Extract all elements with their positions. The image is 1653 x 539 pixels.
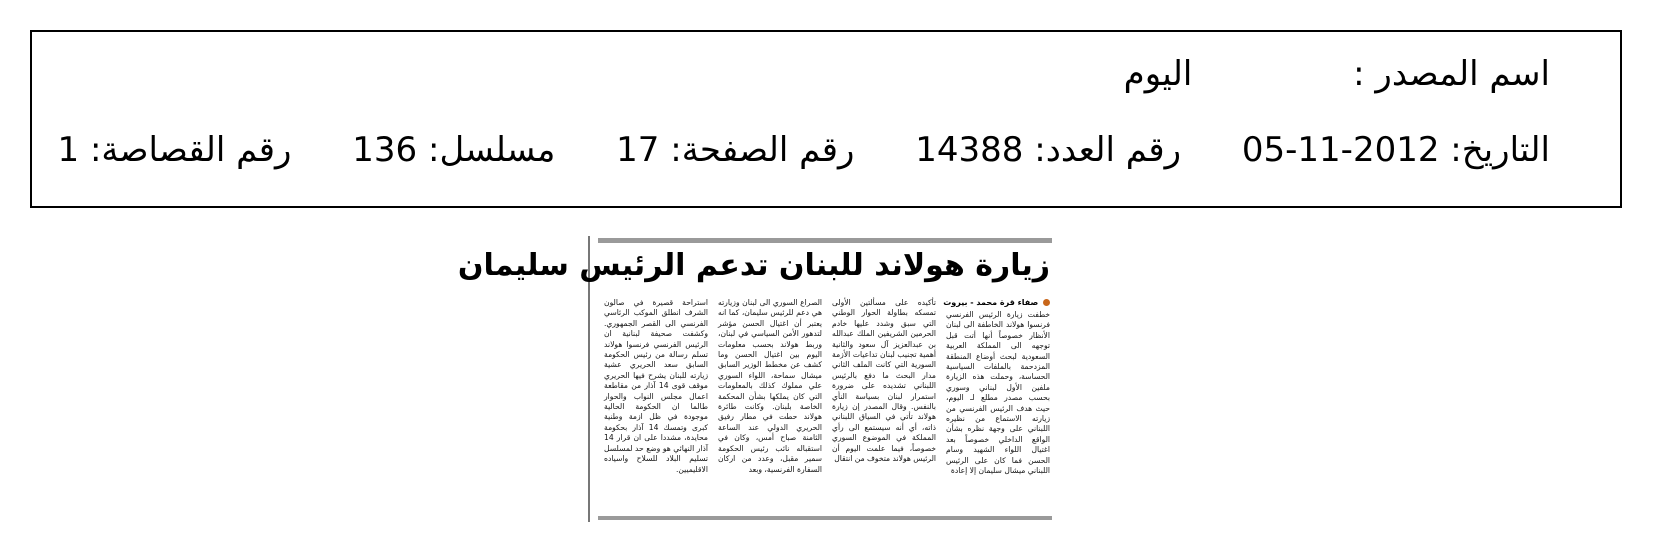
article-column-text: استراحة قصيرة في صالون الشرف انطلق الموكب الرئاسي الفرنسي الى القصر الجمهوري. وكشفت صحيفة لبنانية ان الرئيس الفرنسي فرنسوا هولاند تسلم رسالة من رئيس الحكومة السابق سعد الحريري عشية زيارته للبنان يشرح فيها الحريري موقف قوى 14 آذار من مقاطعة اعمال مجلس النواب والحوار طالما ان الحكومة الحالية موجودة في ظل ازمة وطنية كبرى وتمسك 14 آذار بحكومة محايدة، مشددا على ان قرار 14 آذار النهائي هو وضع حد لمسلسل تسليم البلاد للسلاح واسياده الاقليميين. — [604, 298, 708, 474]
source-value: اليوم — [1123, 54, 1193, 94]
issue-field — [915, 130, 1181, 170]
clipping-number-label: رقم القصاصة: — [89, 130, 292, 170]
article-column-text: الصراع السوري الى لبنان وزيارته هي دعم للرئيس سليمان، كما انه يعتبر أن اغتيال الحسن مؤشر لتدهور الأمن السياسي في لبنان، وربط هولاند بحسب معلومات اليوم بين اغتيال الحسن وما كشف عن مخطط الوزير السابق ميشال سماحة، اللواء السوري علي مملوك كذلك بالمعلومات التي كان يملكها بشأن المحكمة الخاصة بلبنان. وكانت طائرة هولاند حطت في مطار رفيق الحريري الدولي عند الساعة الثامنة صباح أمس، وكان في استقباله نائب رئيس الحكومة سمير مقبل، وعدد من اركان السفارة الفرنسية، وبعد — [718, 298, 822, 474]
article-column-3 — [718, 298, 822, 506]
source-label: اسم المصدر : — [1353, 54, 1550, 94]
article-headline: زيارة هولاند للبنان تدعم الرئيس سليمان — [457, 248, 1050, 283]
date-field — [1242, 130, 1550, 170]
clipping-bottom-rule — [598, 516, 1052, 520]
byline-text: صفاء قرة محمد - بيروت — [943, 298, 1039, 307]
page-value: 17 — [616, 130, 660, 170]
article-byline — [943, 298, 1050, 307]
serial-field — [352, 130, 555, 170]
clipping-number-field — [58, 130, 292, 170]
article-column-1 — [946, 310, 1050, 506]
page-label: رقم الصفحة: — [670, 130, 855, 170]
page-field — [616, 130, 854, 170]
article-column-2 — [832, 298, 936, 506]
source-row — [1124, 54, 1550, 94]
newspaper-clipping — [457, 236, 1056, 522]
meta-row — [58, 130, 1551, 170]
article-column-text: خطفت زيارة الرئيس الفرنسي فرنسوا هولاند الخاطفة الى لبنان الأنظار خصوصاً أنها أتت قبل توجهه الى المملكة العربية السعودية لبحث أوضاع المنطقة المزدحمة بالملفات السياسية الحساسة، وحملت هذه الزيارة ملفين الأول لبناني وسوري بحسب مصدر مطلع لـ اليوم، حيث هدف الرئيس الفرنسي من زيارته الاستماع من نظيره اللبناني على وجهة نظره بشأن الواقع الداخلي خصوصاً بعد اغتيال اللواء الشهيد وسام الحسن فما كان على الرئيس اللبناني ميشال سليمان إلا إعادة — [946, 310, 1050, 476]
serial-label: مسلسل: — [428, 130, 556, 170]
clipping-top-rule — [598, 238, 1052, 243]
date-label: التاريخ: — [1450, 130, 1550, 170]
article-column-text: تأكيده على مسألتين الأولى تمسكه بطاولة الحوار الوطني التي سبق وشدد عليها خادم الحرمين الشريفين الملك عبدالله بن عبدالعزيز آل سعود والثانية أهمية تجنيب لبنان تداعيات الأزمة السورية التي كانت الملف الثاني مدار البحث ما دفع بالرئيس اللبناني تشديده على ضرورة استمرار لبنان بسياسة النأي بالنفس. وقال المصدر إن زيارة هولاند تأتي في السياق اللبناني ذاته، أي أنه سيستمع الى رأي المملكة في الموضوع السوري خصوصاً، فيما علمت اليوم أن الرئيس هولاند متخوف من انتقال — [832, 298, 936, 464]
clipping-info-box — [30, 30, 1622, 208]
issue-value: 14388 — [915, 130, 1024, 170]
serial-value: 136 — [352, 130, 418, 170]
clipping-number-value: 1 — [57, 130, 80, 170]
byline-bullet-icon — [1043, 299, 1050, 306]
date-value: 2012-11-05 — [1241, 130, 1440, 170]
article-column-4 — [604, 298, 708, 506]
issue-label: رقم العدد: — [1034, 130, 1182, 170]
